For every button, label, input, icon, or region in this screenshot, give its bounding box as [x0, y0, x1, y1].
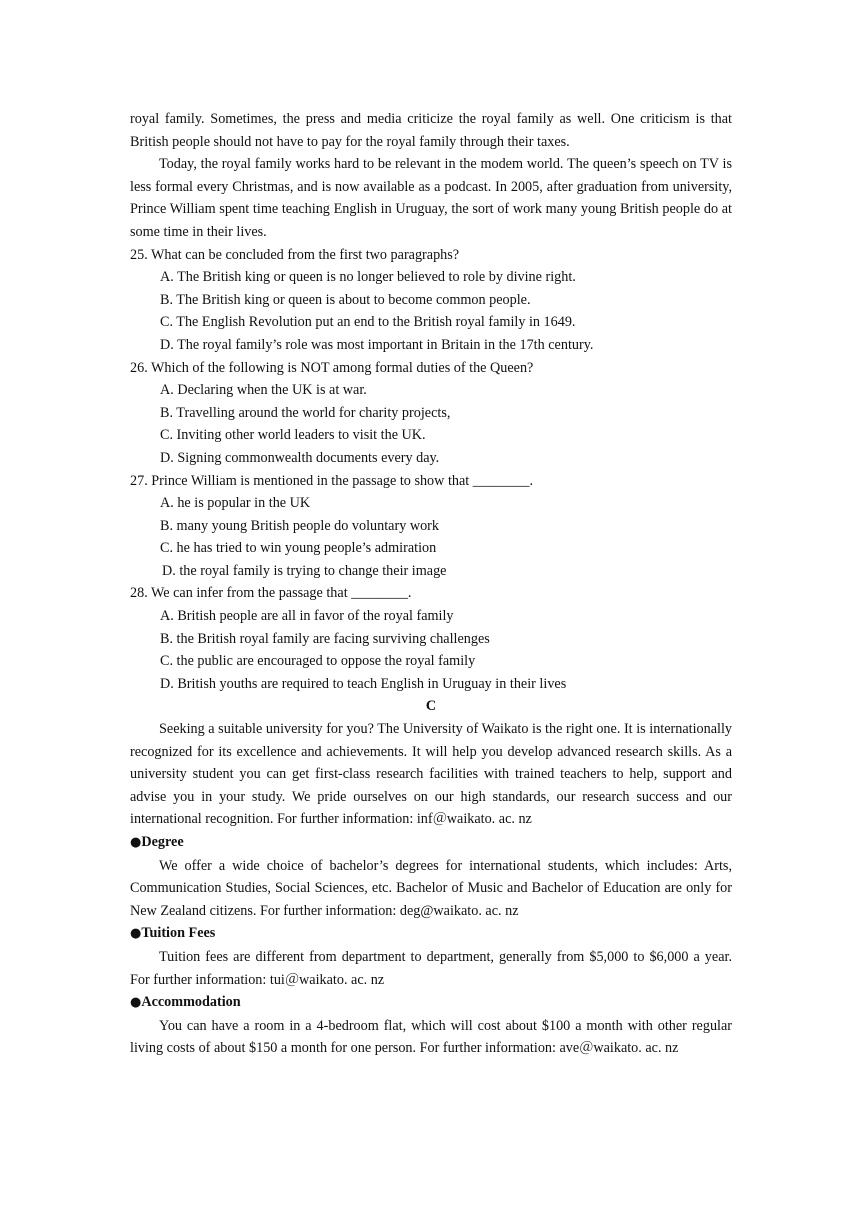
answer-option: D. the royal family is trying to change their image [162, 562, 447, 579]
answer-option: C. The English Revolution put an end to the British royal family in 1649. [160, 314, 576, 331]
answer-option: D. British youths are required to teach English in Uruguay in their lives [160, 675, 567, 692]
answer-option: B. the British royal family are facing surviving challenges [160, 630, 490, 647]
passage-paragraph: royal family. Sometimes, the press and media criticize the royal family as well. One criticism is that British people should not have to pay for the royal family through their taxes. [130, 111, 732, 150]
answer-option: C. he has tried to win young people’s admiration [160, 540, 437, 557]
section-heading [130, 922, 732, 946]
answer-option: D. The royal family’s role was most important in Britain in the 17th century. [160, 336, 594, 353]
section-heading [130, 991, 732, 1015]
passage-paragraph: Today, the royal family works hard to be relevant in the modem world. The queen’s speech on TV is less formal every Christmas, and is now available as a podcast. In 2005, after graduation from university, Prince William spent time teaching English in Uruguay, the sort of work many young British people do at some time in their lives. [130, 156, 732, 240]
question-stem: 25. What can be concluded from the first two paragraphs? [130, 246, 460, 263]
section-text: You can have a room in a 4-bedroom flat, which will cost about $100 a month with other regular living costs of about $150 a month for one person. For further information: ave＠waikato. ac. nz [130, 1017, 732, 1057]
answer-option: B. The British king or queen is about to become common people. [160, 291, 531, 308]
section-heading-label: Tuition Fees [141, 925, 216, 942]
bullet-icon: ● [130, 835, 142, 850]
answer-option: B. many young British people do voluntary work [160, 517, 439, 534]
section-heading-label: Accommodation [141, 994, 241, 1011]
passage-intro: Seeking a suitable university for you? The University of Waikato is the right one. It is internationally recognized for its excellence and achievements. It will help you develop advanced research skills. As a university student you can get first-class research facilities with trained teachers to help, support and advise you in your study. We pride ourselves on our high standards, our research success and our international recognition. For further information: inf＠waikato. ac. nz [130, 721, 732, 828]
answer-option: C. Inviting other world leaders to visit the UK. [160, 427, 426, 444]
answer-option: A. British people are all in favor of the royal family [160, 608, 454, 625]
question-stem: 26. Which of the following is NOT among formal duties of the Queen? [130, 359, 534, 376]
bullet-icon: ● [130, 995, 142, 1011]
exam-page [130, 108, 732, 1060]
section-heading-label: Degree [141, 834, 184, 850]
answer-option: A. Declaring when the UK is at war. [160, 382, 367, 399]
section-text: We offer a wide choice of bachelor’s degrees for international students, which includes: Arts, Communication Studies, Social Sciences, etc. Bachelor of Music and Bachelor of Education are only for New Zealand citizens. For further information: deg@waikato. ac. nz [130, 857, 732, 919]
passage-letter: C [425, 698, 437, 715]
question-stem: 28. We can infer from the passage that ________. [130, 585, 412, 602]
section-heading [130, 831, 732, 855]
answer-option: B. Travelling around the world for charity projects, [160, 404, 451, 421]
section-text: Tuition fees are different from department to department, generally from $5,000 to $6,000 a year. For further information: tui＠waikato. ac. nz [130, 948, 732, 988]
answer-option: D. Signing commonwealth documents every day. [160, 449, 440, 466]
answer-option: A. The British king or queen is no longer believed to role by divine right. [160, 269, 576, 286]
answer-option: C. the public are encouraged to oppose the royal family [160, 653, 476, 670]
bullet-icon: ● [130, 926, 142, 942]
answer-option: A. he is popular in the UK [160, 495, 311, 512]
question-stem: 27. Prince William is mentioned in the passage to show that ________. [130, 472, 534, 489]
